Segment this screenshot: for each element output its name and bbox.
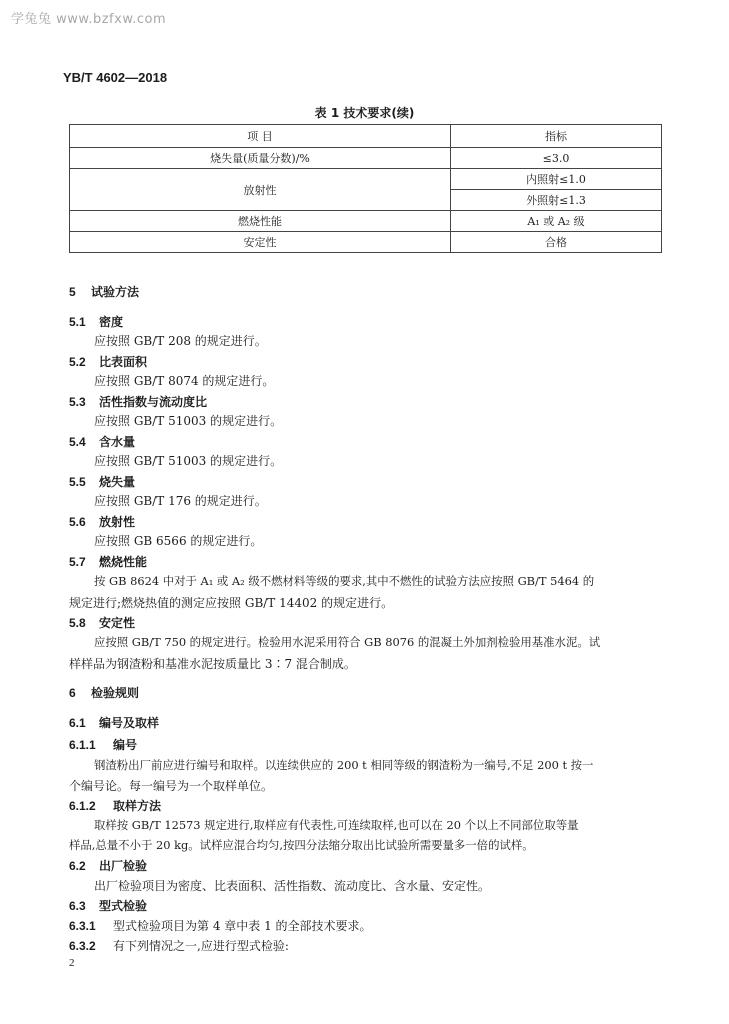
paragraph-line: 钢渣粉出厂前应进行编号和取样。以连续供应的 200 t 相同等级的钢渣粉为一编号,不足 200 t 按一 [94,758,594,772]
section-heading: 5.7 燃烧性能 [69,555,148,569]
item-cell: 放射性 [70,169,451,211]
paragraph: 出厂检验项目为密度、比表面积、活性指数、流动度比、含水量、安定性。 [94,879,491,893]
paragraph: 应按照 GB/T 208 的规定进行。 [94,334,267,348]
header-item-cell: 项 目 [70,125,451,148]
section-heading: 5 试验方法 [69,285,140,299]
section-heading: 6.2 出厂检验 [69,859,148,873]
watermark: 学兔兔 www.bzfxw.com [11,12,167,27]
paragraph-line: 样品,总量不小于 20 kg。试样应混合均匀,按四分法缩分取出比试验所需要量多一倍的试样。 [69,838,534,852]
paragraph-line: 样样品为钢渣粉和基准水泥按质量比 3∶7 混合制成。 [69,657,356,671]
section-heading: 5.2 比表面积 [69,355,148,369]
value-cell: 内照射≤1.0 [451,169,662,190]
section-item: 6.3.2 有下列情况之一,应进行型式检验: [69,939,289,953]
section-heading: 5.6 放射性 [69,515,136,529]
section-heading: 5.4 含水量 [69,435,136,449]
item-cell: 安定性 [70,232,451,253]
paragraph: 应按照 GB/T 8074 的规定进行。 [94,374,275,388]
section-heading: 6.1 编号及取样 [69,716,160,730]
paragraph-line: 按 GB 8624 中对于 A₁ 或 A₂ 级不燃材料等级的要求,其中不燃性的试验方法应按照 GB/T 5464 的 [94,574,595,588]
value-cell: ≤3.0 [451,148,662,169]
section-item: 6.3.1 型式检验项目为第 4 章中表 1 的全部技术要求。 [69,919,372,933]
table-row [70,148,662,169]
paragraph-line: 规定进行;燃烧热值的测定应按照 GB/T 14402 的规定进行。 [69,596,394,610]
page-number: 2 [69,957,75,969]
section-heading: 5.3 活性指数与流动度比 [69,395,208,409]
table-title: 表 1 技术要求(续) [314,106,415,120]
value-cell: 外照射≤1.3 [451,190,662,211]
section-heading: 5.5 烧失量 [69,475,136,489]
paragraph: 应按照 GB/T 51003 的规定进行。 [94,414,283,428]
header-value-cell: 指标 [451,125,662,148]
table-row [70,211,662,232]
paragraph-line: 个编号论。每一编号为一个取样单位。 [69,779,274,793]
paragraph-line: 取样按 GB/T 12573 规定进行,取样应有代表性,可连续取样,也可以在 20 个以上不同部位取等量 [94,818,579,832]
section-heading: 6.1.1 编号 [69,738,138,752]
paragraph: 应按照 GB 6566 的规定进行。 [94,534,263,548]
paragraph: 应按照 GB/T 51003 的规定进行。 [94,454,283,468]
table-header-row [70,125,662,148]
paragraph: 应按照 GB/T 176 的规定进行。 [94,494,267,508]
section-heading: 6.1.2 取样方法 [69,799,162,813]
value-cell: 合格 [451,232,662,253]
technical-requirements-table [69,124,662,253]
value-cell: A₁ 或 A₂ 级 [451,211,662,232]
table-row [70,232,662,253]
section-heading: 5.8 安定性 [69,616,136,630]
section-heading: 6 检验规则 [69,686,140,700]
paragraph-line: 应按照 GB/T 750 的规定进行。检验用水泥采用符合 GB 8076 的混凝土外加剂检验用基准水泥。试 [94,635,601,649]
item-cell: 燃烧性能 [70,211,451,232]
document-code: YB/T 4602—2018 [63,70,168,85]
section-heading: 6.3 型式检验 [69,899,148,913]
item-cell: 烧失量(质量分数)/% [70,148,451,169]
section-heading: 5.1 密度 [69,315,124,329]
table-row [70,169,662,190]
